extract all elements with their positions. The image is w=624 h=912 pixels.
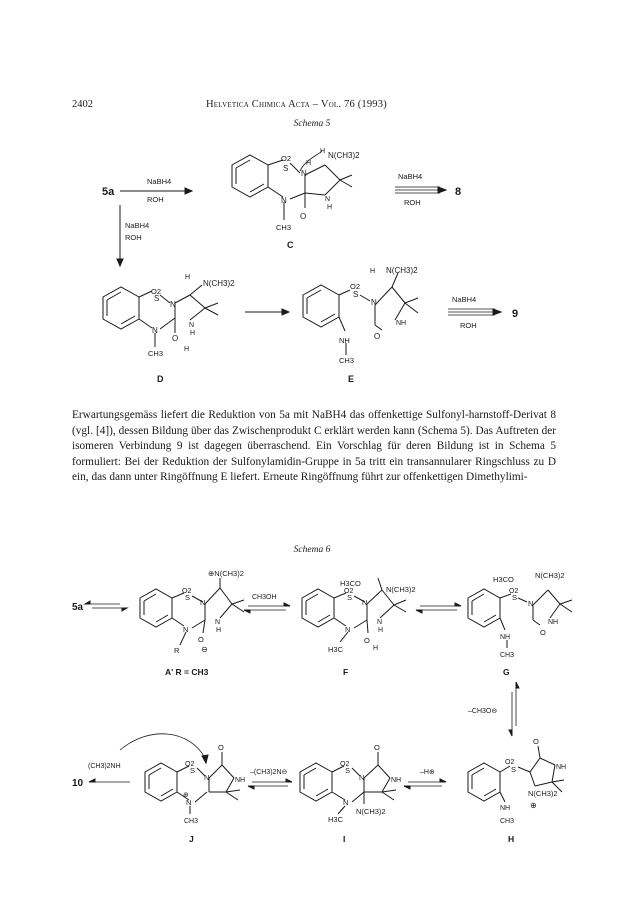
svg-text:S: S bbox=[185, 593, 191, 602]
reagent-IJ: –(CH3)2N⊖ bbox=[250, 769, 288, 776]
svg-text:N: N bbox=[343, 798, 349, 807]
svg-text:N(CH3)2: N(CH3)2 bbox=[528, 789, 558, 798]
svg-text:N: N bbox=[362, 598, 368, 607]
svg-text:S: S bbox=[511, 765, 517, 774]
reagent-AF: CH3OH bbox=[252, 594, 277, 601]
svg-text:N: N bbox=[371, 298, 377, 307]
svg-text:H: H bbox=[190, 330, 196, 337]
svg-text:H: H bbox=[327, 204, 333, 211]
svg-text:N(CH3)2: N(CH3)2 bbox=[203, 279, 235, 288]
svg-text:O2: O2 bbox=[182, 588, 192, 595]
svg-text:O2: O2 bbox=[151, 287, 162, 296]
svg-text:S: S bbox=[154, 294, 160, 303]
svg-text:N: N bbox=[170, 300, 176, 309]
svg-text:N: N bbox=[528, 599, 534, 608]
svg-text:S: S bbox=[353, 290, 359, 299]
svg-text:N: N bbox=[325, 196, 331, 203]
svg-text:NH: NH bbox=[396, 320, 407, 327]
svg-text:O2: O2 bbox=[185, 761, 195, 768]
product-10: 10 bbox=[72, 778, 84, 789]
reagent-down: NaBH4 bbox=[125, 221, 150, 230]
scheme6-caption: Schema 6 bbox=[293, 545, 331, 555]
scheme5-caption: Schema 5 bbox=[293, 119, 331, 129]
label-I: I bbox=[343, 834, 346, 844]
svg-text:H: H bbox=[370, 268, 376, 275]
svg-text:⊖: ⊖ bbox=[201, 645, 208, 654]
svg-text:N(CH3)2: N(CH3)2 bbox=[328, 151, 360, 160]
svg-text:CH3: CH3 bbox=[500, 652, 515, 659]
reagent-GH: –CH3O⊖ bbox=[468, 708, 498, 715]
svg-text:H: H bbox=[378, 627, 384, 634]
label-G: G bbox=[503, 667, 510, 677]
svg-text:N: N bbox=[183, 625, 189, 634]
product-9: 9 bbox=[512, 308, 519, 320]
svg-text:H: H bbox=[306, 160, 312, 167]
svg-text:O: O bbox=[374, 332, 381, 341]
svg-text:O: O bbox=[172, 334, 179, 343]
scheme6-figure bbox=[0, 560, 624, 850]
solvent-down: ROH bbox=[125, 233, 142, 242]
svg-text:⊕: ⊕ bbox=[530, 801, 537, 810]
svg-text:S: S bbox=[190, 766, 196, 775]
svg-text:H3CO: H3CO bbox=[340, 579, 361, 588]
structure-C bbox=[232, 151, 352, 220]
solvent-to8: ROH bbox=[404, 198, 421, 207]
svg-text:H: H bbox=[185, 274, 191, 281]
svg-text:N: N bbox=[345, 625, 351, 634]
svg-text:CH3: CH3 bbox=[148, 349, 164, 358]
svg-text:N: N bbox=[301, 169, 307, 178]
scheme6-5a-label: 5a bbox=[72, 602, 84, 613]
solvent-top: ROH bbox=[147, 195, 164, 204]
svg-text:S: S bbox=[347, 593, 353, 602]
svg-text:CH3: CH3 bbox=[184, 818, 199, 825]
solvent-to9: ROH bbox=[460, 321, 477, 330]
svg-text:N: N bbox=[377, 619, 383, 626]
leaving-amine: (CH3)2NH bbox=[88, 763, 121, 770]
svg-text:N: N bbox=[204, 773, 210, 782]
svg-text:N(CH3)2: N(CH3)2 bbox=[356, 807, 386, 816]
svg-text:NH: NH bbox=[391, 777, 402, 784]
label-J: J bbox=[189, 834, 194, 844]
svg-text:N(CH3)2: N(CH3)2 bbox=[535, 571, 565, 580]
running-head: Helvetica Chimica Acta – Vol. 76 (1993) bbox=[206, 99, 387, 110]
svg-text:S: S bbox=[283, 164, 289, 173]
svg-text:NH: NH bbox=[339, 336, 350, 345]
structure-E bbox=[303, 273, 418, 355]
svg-text:O: O bbox=[300, 212, 307, 221]
reagent-top: NaBH4 bbox=[147, 177, 172, 186]
svg-text:O: O bbox=[374, 743, 380, 752]
svg-text:CH3: CH3 bbox=[276, 223, 292, 232]
svg-text:S: S bbox=[512, 593, 518, 602]
product-8: 8 bbox=[455, 186, 462, 198]
svg-text:NH: NH bbox=[235, 777, 246, 784]
svg-text:⊕: ⊕ bbox=[183, 792, 189, 799]
svg-text:N: N bbox=[152, 326, 158, 335]
svg-text:CH3: CH3 bbox=[500, 818, 515, 825]
svg-text:N(CH3)2: N(CH3)2 bbox=[386, 266, 418, 275]
svg-text:H: H bbox=[216, 627, 222, 634]
reagent-to8: NaBH4 bbox=[398, 172, 423, 181]
svg-text:O2: O2 bbox=[505, 759, 515, 766]
svg-text:O: O bbox=[540, 628, 546, 637]
svg-text:S: S bbox=[345, 766, 351, 775]
page-number: 2402 bbox=[72, 99, 93, 110]
body-paragraph: Erwartungsgemäss liefert die Reduktion von 5a mit NaBH4 das offenkettige Sulfonyl-harnstoff-Derivat 8 (vgl. [4]), dessen Bildung über das Zwischenprodukt C erklärt werden kann (Schema 5). Das Auftreten der isomeren Verbindung 9 ist dagegen überraschend. Ein Vorschlag für deren Bildung ist in Schema 5 formuliert: Bei der Reduktion der Sulfonylamidin-Gruppe in 5a tritt ein transannularer Ringschluss zu D ein, das dann unter Ringöffnung E liefert. Erneute Ringöffnung führt zur offenkettigen Dimethylimi- bbox=[72, 409, 556, 484]
svg-text:CH3: CH3 bbox=[339, 356, 355, 365]
reagent-to9: NaBH4 bbox=[452, 295, 477, 304]
svg-text:NH: NH bbox=[500, 634, 511, 641]
svg-text:N: N bbox=[215, 619, 221, 626]
svg-text:N: N bbox=[189, 322, 195, 329]
label-A: A' R = CH3 bbox=[165, 667, 209, 677]
label-C: C bbox=[287, 240, 294, 250]
svg-text:NH: NH bbox=[556, 764, 567, 771]
svg-text:N: N bbox=[200, 598, 206, 607]
svg-text:N: N bbox=[359, 773, 365, 782]
label-F: F bbox=[343, 667, 349, 677]
svg-text:O: O bbox=[198, 635, 204, 644]
svg-text:O2: O2 bbox=[340, 761, 350, 768]
svg-text:H3C: H3C bbox=[328, 815, 344, 824]
svg-text:O2: O2 bbox=[344, 588, 354, 595]
svg-text:O: O bbox=[533, 737, 539, 746]
svg-text:O2: O2 bbox=[281, 154, 292, 163]
svg-text:N(CH3)2: N(CH3)2 bbox=[386, 585, 416, 594]
svg-text:⊕N(CH3)2: ⊕N(CH3)2 bbox=[208, 569, 244, 578]
svg-text:H3C: H3C bbox=[328, 645, 344, 654]
label-D: D bbox=[157, 374, 164, 384]
svg-text:O: O bbox=[218, 743, 224, 752]
structure-A bbox=[140, 578, 244, 645]
svg-text:N: N bbox=[186, 798, 192, 807]
label-H: H bbox=[508, 834, 515, 844]
svg-text:H: H bbox=[373, 645, 379, 652]
label-E: E bbox=[348, 374, 355, 384]
svg-text:O2: O2 bbox=[509, 588, 519, 595]
svg-text:H3CO: H3CO bbox=[493, 575, 514, 584]
svg-text:N: N bbox=[281, 196, 287, 205]
reagent-HI: –H⊕ bbox=[420, 769, 435, 776]
svg-text:O: O bbox=[364, 636, 370, 645]
svg-text:NH: NH bbox=[548, 619, 559, 626]
svg-text:NH: NH bbox=[500, 805, 511, 812]
svg-text:O2: O2 bbox=[350, 282, 361, 291]
compound-5a-label: 5a bbox=[102, 186, 115, 198]
svg-text:H: H bbox=[320, 148, 326, 155]
svg-text:H: H bbox=[184, 346, 190, 353]
scheme5-figure bbox=[0, 135, 624, 385]
svg-text:R: R bbox=[174, 646, 180, 655]
